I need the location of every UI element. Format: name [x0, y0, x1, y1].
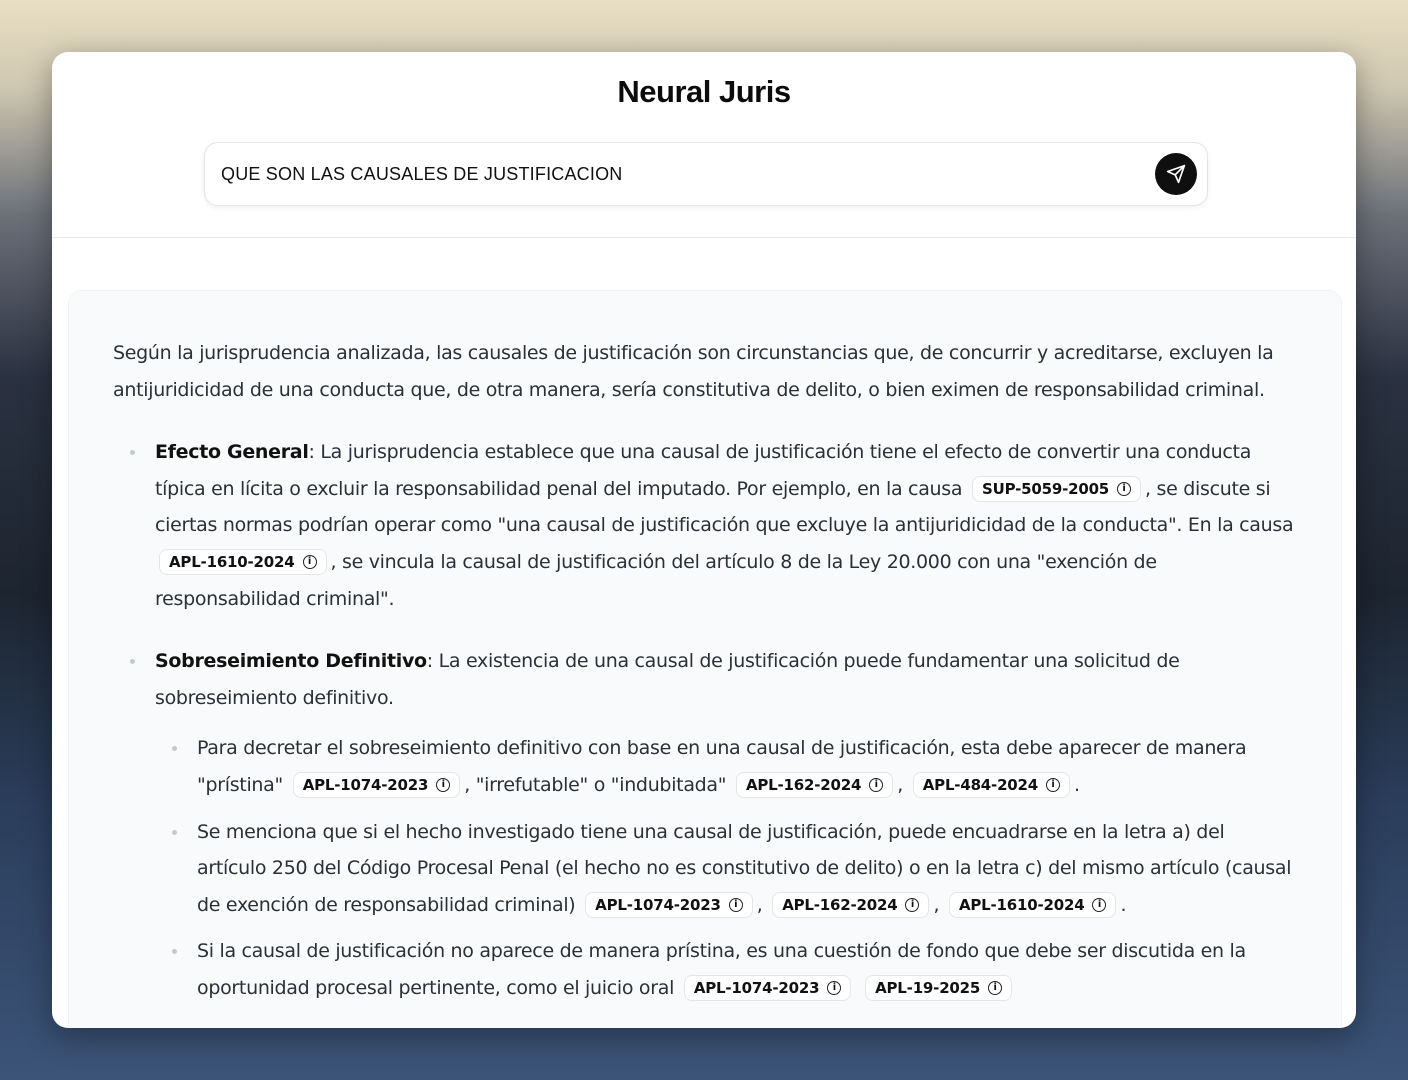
- answer-card: [68, 290, 1342, 1028]
- citation-chip[interactable]: [736, 772, 893, 798]
- citation-chip[interactable]: [972, 476, 1141, 502]
- sub-list-item: [155, 730, 1297, 803]
- answer-intro: Según la jurisprudencia analizada, las causales de justificación son circunstancias que, de concurrir y acreditarse, excluyen la antijuridicidad de una conducta que, de otra manera, sería constitutiva de delito, o bien eximen de responsabilidad criminal.: [113, 342, 1274, 401]
- separator: ,: [756, 893, 763, 916]
- citation-label: APL-19-2025: [875, 978, 981, 997]
- sub-list: [155, 730, 1297, 1006]
- info-icon: i: [729, 898, 743, 912]
- sub-list-item: [155, 933, 1297, 1006]
- info-icon: i: [869, 778, 883, 792]
- citation-label: APL-1610-2024: [958, 895, 1085, 914]
- citation-label: APL-1610-2024: [169, 552, 295, 571]
- citation-chip[interactable]: [865, 975, 1012, 1001]
- citation-chip[interactable]: [585, 892, 753, 918]
- info-icon: i: [988, 981, 1002, 995]
- info-icon: i: [905, 898, 919, 912]
- bullet-text: Si la causal de justificación no aparece de manera prístina, es una cuestión de fondo que debe ser discutida en la oportunidad procesal pertinente, como el juicio oral: [197, 940, 1246, 999]
- citation-chip[interactable]: [293, 772, 461, 798]
- list-item-efecto-general: [113, 434, 1297, 617]
- info-icon: i: [1092, 898, 1106, 912]
- separator: ,: [897, 773, 903, 796]
- search-input[interactable]: [221, 157, 1141, 191]
- app-title: Neural Juris: [617, 74, 791, 109]
- bullet-text: , se vincula la causal de justificación del artículo 8 de la Ley 20.000 con una "exención de responsabilidad criminal".: [155, 550, 1157, 610]
- info-icon: i: [1117, 482, 1131, 496]
- send-icon: [1166, 164, 1186, 184]
- bullet-text: , se discute si ciertas normas podrían operar como "una causal de justificación que excluye la antijuridicidad de la conducta". En la causa: [155, 477, 1294, 537]
- separator: ,: [933, 893, 940, 916]
- citation-label: APL-484-2024: [922, 775, 1039, 794]
- list-item-sobreseimiento: [113, 643, 1297, 1006]
- citation-label: APL-162-2024: [782, 895, 898, 914]
- bullet-text: : La jurisprudencia establece que una causal de justificación tiene el efecto de convertir una conducta típica en lícita o excluir la responsabilidad penal del imputado. Por ejemplo, en la causa: [155, 441, 1252, 500]
- answer-body: [113, 335, 1297, 1007]
- info-icon: i: [1046, 778, 1060, 792]
- bullet-text: Para decretar el sobreseimiento definitivo con base en una causal de justificación, esta debe aparecer de manera "prístina": [197, 737, 1247, 796]
- terminator: .: [1120, 893, 1127, 916]
- citation-label: SUP-5059-2005: [981, 479, 1110, 498]
- citation-label: APL-162-2024: [745, 775, 862, 794]
- info-icon: i: [303, 555, 317, 569]
- info-icon: i: [436, 778, 450, 792]
- citation-chip[interactable]: [949, 892, 1117, 918]
- sub-list-item: [155, 814, 1297, 924]
- header: [52, 52, 1356, 238]
- citation-chip[interactable]: [772, 892, 929, 918]
- citation-label: APL-1074-2023: [595, 895, 721, 914]
- citation-chip[interactable]: [159, 549, 327, 575]
- citation-chip[interactable]: [684, 975, 852, 1001]
- citation-label: APL-1074-2023: [693, 978, 820, 997]
- info-icon: i: [827, 981, 841, 995]
- citation-label: APL-1074-2023: [302, 775, 429, 794]
- bullet-text: : La existencia de una causal de justificación puede fundamentar una solicitud de sobreseimiento definitivo.: [155, 650, 1180, 709]
- bullet-text: , "irrefutable" o "indubitada": [464, 773, 727, 796]
- send-button[interactable]: [1155, 153, 1197, 195]
- bullet-title: Efecto General: [155, 441, 309, 464]
- app-window: [52, 52, 1356, 1028]
- terminator: .: [1074, 773, 1080, 796]
- search-box: [204, 142, 1208, 206]
- bullet-text: Se menciona que si el hecho investigado tiene una causal de justificación, puede encuadrarse en la letra a) del artículo 250 del Código Procesal Penal (el hecho no es constitutivo de delito) o en la letra c) del mismo artículo (causal de exención de responsabilidad criminal): [197, 820, 1292, 916]
- citation-chip[interactable]: [913, 772, 1070, 798]
- bullet-title: Sobreseimiento Definitivo: [155, 650, 427, 673]
- answer-list: [113, 434, 1297, 1006]
